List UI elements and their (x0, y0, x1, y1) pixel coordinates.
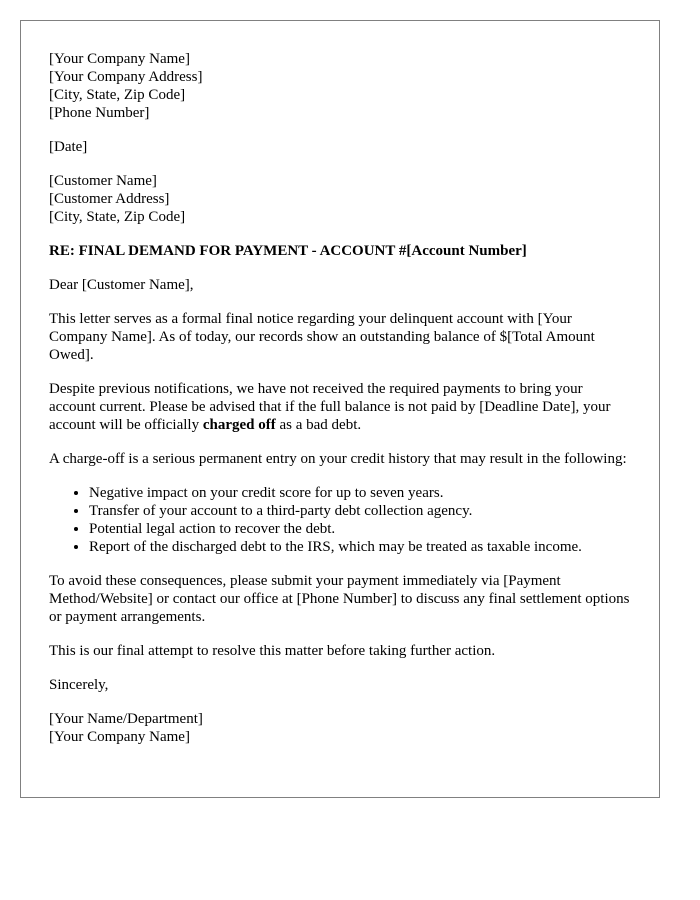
sender-company-name: [Your Company Name] (49, 51, 190, 67)
paragraph-warning-end: as a bad debt. (275, 417, 362, 433)
list-item: • Report of the discharged debt to the IRS, which may be treated as taxable income. (89, 538, 631, 556)
recipient-name: [Customer Name] (49, 173, 157, 189)
signature-company-name: [Your Company Name] (49, 729, 190, 745)
sender-city-state-zip: [City, State, Zip Code] (49, 87, 186, 103)
recipient-city-state-zip: [City, State, Zip Code] (49, 209, 186, 225)
letter-date: [Date] (49, 139, 88, 155)
closing: Sincerely, (49, 677, 109, 693)
paragraph-warning (49, 380, 631, 434)
signature-name-department: [Your Name/Department] (49, 711, 203, 727)
recipient-address-block (49, 172, 631, 226)
salutation: Dear [Customer Name], (49, 277, 194, 293)
paragraph-warning-text: Despite previous notifications, we have not received the required payments to bring your account current. Please be advised that if the full balance is not paid by [Deadline Date], your account will be officially (49, 381, 611, 433)
subject-line: RE: FINAL DEMAND FOR PAYMENT - ACCOUNT #[Account Number] (49, 243, 527, 259)
date-block (49, 138, 631, 156)
list-item: • Potential legal action to recover the debt. (89, 520, 631, 538)
paragraph-charge-off-intro: A charge-off is a serious permanent entry on your credit history that may result in the following: (49, 451, 627, 467)
paragraph-payment-instructions: To avoid these consequences, please submit your payment immediately via [Payment Method/Website] or contact our office at [Phone Number] to discuss any final settlement options or payment arrangements. (49, 573, 630, 625)
signature-block (49, 710, 631, 746)
recipient-address: [Customer Address] (49, 191, 170, 207)
letter-page (20, 20, 660, 798)
paragraph-final-attempt: This is our final attempt to resolve this matter before taking further action. (49, 643, 496, 659)
list-item: • Negative impact on your credit score for up to seven years. (89, 484, 631, 502)
charged-off-emphasis: charged off (202, 417, 276, 433)
list-item: • Transfer of your account to a third-party debt collection agency. (89, 502, 631, 520)
sender-phone: [Phone Number] (49, 105, 150, 121)
sender-company-address: [Your Company Address] (49, 69, 203, 85)
paragraph-notice: This letter serves as a formal final notice regarding your delinquent account with [Your Company Name]. As of today, our records show an outstanding balance of $[Total Amount Owed]. (49, 311, 595, 363)
sender-address-block (49, 50, 631, 122)
consequences-list (49, 484, 631, 556)
